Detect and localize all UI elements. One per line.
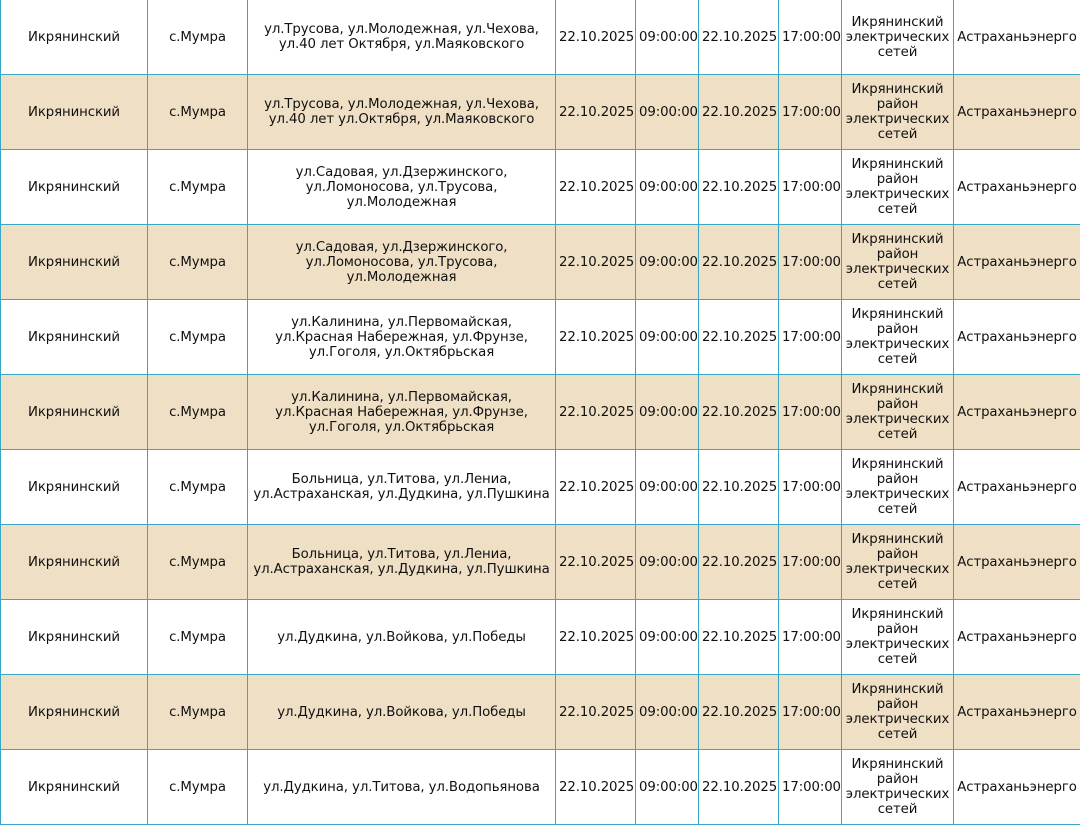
streets-cell: Больница, ул.Титова, ул.Лениа, ул.Астраханская, ул.Дудкина, ул.Пушкина [248, 450, 556, 525]
company-cell: Астраханьэнерго [954, 0, 1080, 75]
branch-cell: Икрянинский район электрических сетей [842, 225, 954, 300]
district-cell: Икрянинский [1, 150, 148, 225]
settlement-cell: с.Мумра [148, 750, 248, 825]
branch-cell: Икрянинский район электрических сетей [842, 525, 954, 600]
settlement-cell: с.Мумра [148, 150, 248, 225]
district-cell: Икрянинский [1, 225, 148, 300]
district-cell: Икрянинский [1, 675, 148, 750]
start-date-cell: 22.10.2025 [556, 600, 636, 675]
table-row [1, 525, 1080, 600]
end-date-cell: 22.10.2025 [699, 150, 779, 225]
branch-cell: Икрянинский район электрических сетей [842, 450, 954, 525]
end-time-cell: 17:00:00 [779, 375, 842, 450]
end-time-cell: 17:00:00 [779, 300, 842, 375]
settlement-cell: с.Мумра [148, 375, 248, 450]
end-time-cell: 17:00:00 [779, 525, 842, 600]
streets-cell: ул.Калинина, ул.Первомайская, ул.Красная Набережная, ул.Фрунзе, ул.Гоголя, ул.Октябрьская [248, 300, 556, 375]
company-cell: Астраханьэнерго [954, 75, 1080, 150]
table-row [1, 600, 1080, 675]
settlement-cell: с.Мумра [148, 0, 248, 75]
table-row [1, 375, 1080, 450]
end-date-cell: 22.10.2025 [699, 75, 779, 150]
streets-cell: ул.Садовая, ул.Дзержинского, ул.Ломоносова, ул.Трусова, ул.Молодежная [248, 150, 556, 225]
district-cell: Икрянинский [1, 750, 148, 825]
end-date-cell: 22.10.2025 [699, 600, 779, 675]
table-row [1, 75, 1080, 150]
company-cell: Астраханьэнерго [954, 450, 1080, 525]
start-time-cell: 09:00:00 [636, 75, 699, 150]
branch-cell: Икрянинский электрических сетей [842, 0, 954, 75]
start-date-cell: 22.10.2025 [556, 450, 636, 525]
start-time-cell: 09:00:00 [636, 600, 699, 675]
streets-cell: ул.Дудкина, ул.Титова, ул.Водопьянова [248, 750, 556, 825]
company-cell: Астраханьэнерго [954, 600, 1080, 675]
end-date-cell: 22.10.2025 [699, 225, 779, 300]
branch-cell: Икрянинский район электрических сетей [842, 675, 954, 750]
start-date-cell: 22.10.2025 [556, 525, 636, 600]
company-cell: Астраханьэнерго [954, 300, 1080, 375]
start-time-cell: 09:00:00 [636, 0, 699, 75]
district-cell: Икрянинский [1, 450, 148, 525]
branch-cell: Икрянинский район электрических сетей [842, 600, 954, 675]
start-time-cell: 09:00:00 [636, 750, 699, 825]
end-time-cell: 17:00:00 [779, 0, 842, 75]
end-date-cell: 22.10.2025 [699, 450, 779, 525]
end-date-cell: 22.10.2025 [699, 750, 779, 825]
start-date-cell: 22.10.2025 [556, 225, 636, 300]
end-time-cell: 17:00:00 [779, 225, 842, 300]
end-time-cell: 17:00:00 [779, 750, 842, 825]
company-cell: Астраханьэнерго [954, 150, 1080, 225]
end-time-cell: 17:00:00 [779, 450, 842, 525]
end-date-cell: 22.10.2025 [699, 300, 779, 375]
settlement-cell: с.Мумра [148, 75, 248, 150]
start-date-cell: 22.10.2025 [556, 75, 636, 150]
end-time-cell: 17:00:00 [779, 600, 842, 675]
branch-cell: Икрянинский район электрических сетей [842, 300, 954, 375]
table-row [1, 675, 1080, 750]
end-date-cell: 22.10.2025 [699, 675, 779, 750]
settlement-cell: с.Мумра [148, 525, 248, 600]
branch-cell: Икрянинский район электрических сетей [842, 750, 954, 825]
district-cell: Икрянинский [1, 375, 148, 450]
table-row [1, 225, 1080, 300]
table-body [1, 0, 1080, 825]
district-cell: Икрянинский [1, 600, 148, 675]
district-cell: Икрянинский [1, 75, 148, 150]
end-time-cell: 17:00:00 [779, 75, 842, 150]
start-time-cell: 09:00:00 [636, 450, 699, 525]
table-row [1, 150, 1080, 225]
settlement-cell: с.Мумра [148, 600, 248, 675]
table-row [1, 0, 1080, 75]
end-time-cell: 17:00:00 [779, 675, 842, 750]
streets-cell: Больница, ул.Титова, ул.Лениа, ул.Астраханская, ул.Дудкина, ул.Пушкина [248, 525, 556, 600]
district-cell: Икрянинский [1, 0, 148, 75]
start-time-cell: 09:00:00 [636, 525, 699, 600]
company-cell: Астраханьэнерго [954, 750, 1080, 825]
start-date-cell: 22.10.2025 [556, 150, 636, 225]
start-time-cell: 09:00:00 [636, 150, 699, 225]
start-time-cell: 09:00:00 [636, 375, 699, 450]
table-row [1, 450, 1080, 525]
start-time-cell: 09:00:00 [636, 225, 699, 300]
streets-cell: ул.Дудкина, ул.Войкова, ул.Победы [248, 600, 556, 675]
streets-cell: ул.Трусова, ул.Молодежная, ул.Чехова, ул.40 лет Октября, ул.Маяковского [248, 0, 556, 75]
streets-cell: ул.Садовая, ул.Дзержинского, ул.Ломоносова, ул.Трусова, ул.Молодежная [248, 225, 556, 300]
settlement-cell: с.Мумра [148, 300, 248, 375]
settlement-cell: с.Мумра [148, 450, 248, 525]
district-cell: Икрянинский [1, 300, 148, 375]
district-cell: Икрянинский [1, 525, 148, 600]
streets-cell: ул.Дудкина, ул.Войкова, ул.Победы [248, 675, 556, 750]
start-date-cell: 22.10.2025 [556, 0, 636, 75]
branch-cell: Икрянинский район электрических сетей [842, 150, 954, 225]
end-time-cell: 17:00:00 [779, 150, 842, 225]
branch-cell: Икрянинский район электрических сетей [842, 75, 954, 150]
company-cell: Астраханьэнерго [954, 675, 1080, 750]
streets-cell: ул.Трусова, ул.Молодежная, ул.Чехова, ул.40 лет ул.Октября, ул.Маяковского [248, 75, 556, 150]
end-date-cell: 22.10.2025 [699, 0, 779, 75]
end-date-cell: 22.10.2025 [699, 375, 779, 450]
start-date-cell: 22.10.2025 [556, 675, 636, 750]
company-cell: Астраханьэнерго [954, 525, 1080, 600]
start-time-cell: 09:00:00 [636, 675, 699, 750]
table-row [1, 300, 1080, 375]
table-row [1, 750, 1080, 825]
start-time-cell: 09:00:00 [636, 300, 699, 375]
start-date-cell: 22.10.2025 [556, 300, 636, 375]
streets-cell: ул.Калинина, ул.Первомайская, ул.Красная Набережная, ул.Фрунзе, ул.Гоголя, ул.Октябрьская [248, 375, 556, 450]
settlement-cell: с.Мумра [148, 225, 248, 300]
start-date-cell: 22.10.2025 [556, 750, 636, 825]
settlement-cell: с.Мумра [148, 675, 248, 750]
company-cell: Астраханьэнерго [954, 225, 1080, 300]
end-date-cell: 22.10.2025 [699, 525, 779, 600]
start-date-cell: 22.10.2025 [556, 375, 636, 450]
company-cell: Астраханьэнерго [954, 375, 1080, 450]
branch-cell: Икрянинский район электрических сетей [842, 375, 954, 450]
